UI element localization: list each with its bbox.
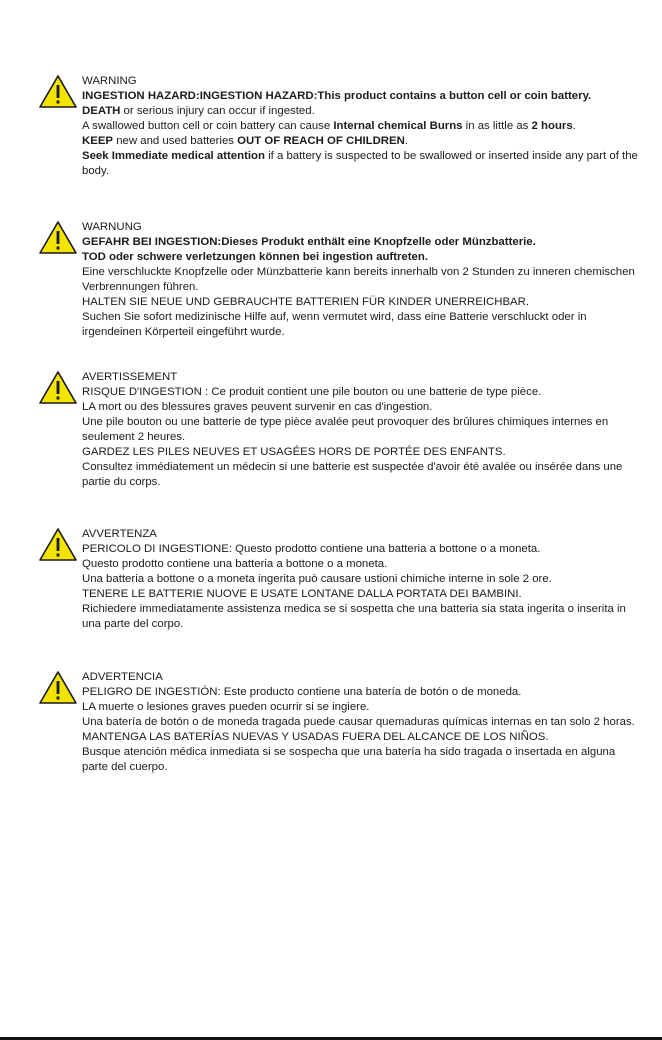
seek-bold: Seek Immediate medical attention xyxy=(82,150,265,162)
burns-line: Una batteria a bottone o a moneta ingerita può causare ustioni chimiche interne in sole 2 ore. xyxy=(82,573,552,585)
death-line xyxy=(82,104,638,119)
hazard-line: RISQUE D'INGESTION : Ce produit contient une pile bouton ou une batterie de type pièce. xyxy=(82,386,542,398)
hazard-line: PERICOLO DI INGESTIONE: Questo prodotto contiene una batteria a bottone o a moneta. xyxy=(82,543,541,555)
keep-line: HALTEN SIE NEUE UND GEBRAUCHTE BATTERIEN FÜR KINDER UNERREICHBAR. xyxy=(82,296,530,308)
death-line: LA muerte o lesiones graves pueden ocurrir si se ingiere. xyxy=(82,701,370,713)
death-label: DEATH xyxy=(82,105,121,117)
keep-line xyxy=(82,134,638,149)
warning-text-french xyxy=(82,370,638,490)
death-line: TOD oder schwere verletzungen können bei ingestion auftreten. xyxy=(82,251,429,263)
hazard-line: PELIGRO DE INGESTIÓN: Este producto contiene una batería de botón o de moneda. xyxy=(82,686,522,698)
burns-line: Une pile bouton ou une batterie de type pièce avalée peut provoquer des brûlures chimiques internes en seulement 2 heures. xyxy=(82,416,609,443)
keep-text-b: . xyxy=(404,135,409,147)
death-line: Questo prodotto contiene una batteria a bottone o a moneta. xyxy=(82,558,388,570)
section-heading: WARNUNG xyxy=(82,221,142,233)
keep-line: MANTENGA LAS BATERÍAS NUEVAS Y USADAS FUERA DEL ALCANCE DE LOS NIÑOS. xyxy=(82,731,549,743)
hazard-line: GEFAHR BEI INGESTION:Dieses Produkt enthält eine Knopfzelle oder Münzbatterie. xyxy=(82,236,536,248)
keep-text-a: new and used batteries xyxy=(113,135,238,147)
warning-text-english xyxy=(82,74,638,179)
keep-line: GARDEZ LES PILES NEUVES ET USAGÉES HORS DE PORTÉE DES ENFANTS. xyxy=(82,446,506,458)
warning-triangle-icon xyxy=(38,370,78,405)
keep-bold-a: KEEP xyxy=(82,135,114,147)
section-heading: WARNING xyxy=(82,75,137,87)
death-line: LA mort ou des blessures graves peuvent survenir en cas d'ingestion. xyxy=(82,401,433,413)
section-heading: AVVERTENZA xyxy=(82,528,157,540)
keep-line: TENERE LE BATTERIE NUOVE E USATE LONTANE DALLA PORTATA DEI BAMBINI. xyxy=(82,588,522,600)
warning-triangle-icon xyxy=(38,670,78,705)
warning-text-german xyxy=(82,220,638,340)
burns-text-c: . xyxy=(572,120,576,132)
warning-text-italian xyxy=(82,527,638,632)
warning-text-spanish xyxy=(82,670,638,775)
burns-line: Eine verschluckte Knopfzelle oder Münzbatterie kann bereits innerhalb von 2 Stunden zu inneren chemischen Verbrennungen führen. xyxy=(82,266,635,293)
warning-triangle-icon xyxy=(38,74,78,109)
burns-text-a: A swallowed button cell or coin battery can cause xyxy=(82,120,334,132)
burns-bold-a: Internal chemical Burns xyxy=(333,120,463,132)
burns-bold-b: 2 hours xyxy=(531,120,573,132)
burns-line xyxy=(82,119,638,134)
warning-triangle-icon xyxy=(38,220,78,255)
burns-line: Una batería de botón o de moneda tragada puede causar quemaduras químicas internas en tan solo 2 horas. xyxy=(82,716,635,728)
seek-line: Richiedere immediatamente assistenza medica se si sospetta che una batteria sia stata ingerita o inserita in una parte del corpo. xyxy=(82,603,626,630)
seek-line: Consultez immédiatement un médecin si une batterie est suspectée d'avoir été avalée ou insérée dans une partie du corps. xyxy=(82,461,623,488)
burns-text-b: in as little as xyxy=(462,120,532,132)
death-text: or serious injury can occur if ingested. xyxy=(120,105,315,117)
hazard-line: INGESTION HAZARD:INGESTION HAZARD:This product contains a button cell or coin battery. xyxy=(82,90,592,102)
seek-line: Suchen Sie sofort medizinische Hilfe auf, wenn vermutet wird, dass eine Batterie verschluckt oder in irgendeinen Körperteil eingeführt wurde. xyxy=(82,311,587,338)
section-heading: ADVERTENCIA xyxy=(82,671,163,683)
seek-text: if a battery is suspected to be swallowed or inserted inside any part of the body. xyxy=(82,150,638,177)
warning-triangle-icon xyxy=(38,527,78,562)
seek-line: Busque atención médica inmediata si se sospecha que una batería ha sido tragada o insertada en alguna parte del cuerpo. xyxy=(82,746,616,773)
keep-bold-b: OUT OF REACH OF CHILDREN xyxy=(237,135,405,147)
seek-line xyxy=(82,149,638,179)
section-heading: AVERTISSEMENT xyxy=(82,371,178,383)
